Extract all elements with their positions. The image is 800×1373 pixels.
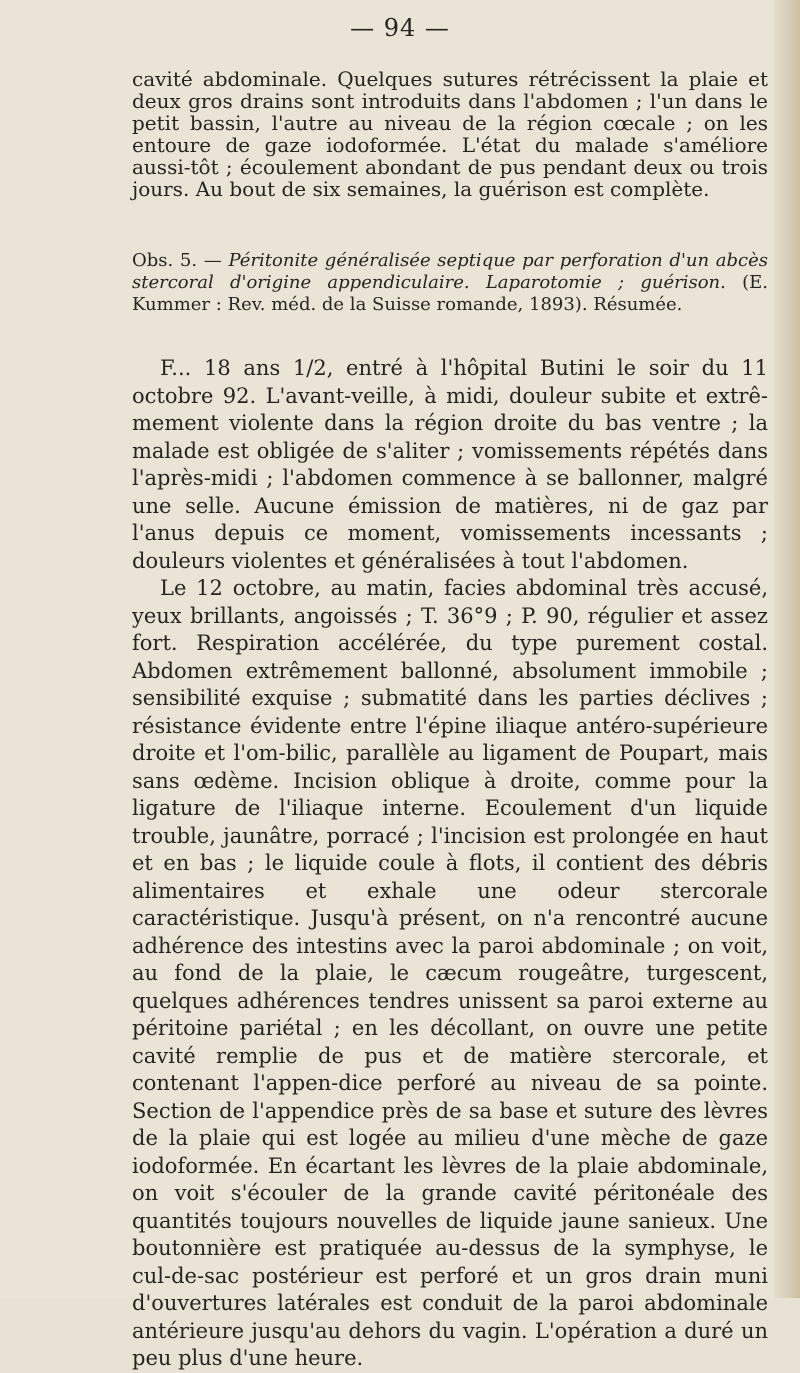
page-edge-shadow <box>774 0 800 1298</box>
case-report-body <box>132 355 768 1373</box>
case-operation-paragraph: Le 12 octobre, au matin, facies abdominal très accusé, yeux brillants, angoissés ; T. 36°9 ; P. 90, régulier et assez fort. Respiration accélérée, du type purement costal. Abdomen extrêmement ballonné, absolument immobile ; sensibilité exquise ; submatité dans les parties déclives ; résistance évidente entre l'épine iliaque antéro-supérieure droite et l'om-bilic, parallèle au ligament de Poupart, mais sans œdème. Incision oblique à droite, comme pour la ligature de l'iliaque interne. Ecoulement d'un liquide trouble, jaunâtre, porracé ; l'incision est prolongée en haut et en bas ; le liquide coule à flots, il contient des débris alimentaires et exhale une odeur stercorale caractéristique. Jusqu'à présent, on n'a rencontré aucune adhérence des intestins avec la paroi abdominale ; on voit, au fond de la plaie, le cæcum rougeâtre, turgescent, quelques adhérences tendres unissent sa paroi externe au péritoine pariétal ; en les décollant, on ouvre une petite cavité remplie de pus et de matière stercorale, et contenant l'appen-dice perforé au niveau de sa pointe. Section de l'appendice près de sa base et suture des lèvres de la plaie qui est logée au milieu d'une mèche de gaze iodoformée. En écartant les lèvres de la plaie abdominale, on voit s'écouler de la grande cavité péritonéale des quantités toujours nouvelles de liquide jaune sanieux. Une boutonnière est pratiquée au-dessus de la symphyse, le cul-de-sac postérieur est perforé et un gros drain muni d'ouvertures latérales est conduit de la paroi abdominale antérieure jusqu'au dehors du vagin. L'opération a duré un peu plus d'une heure. <box>132 576 768 1370</box>
case-history-paragraph: F... 18 ans 1/2, entré à l'hôpital Butini le soir du 11 octobre 92. L'avant-veille, à midi, douleur subite et extrê-mement violente dans la région droite du bas ventre ; la malade est obligée de s'aliter ; vomissements répétés dans l'après-midi ; l'abdomen commence à se ballonner, malgré une selle. Aucune émission de matières, ni de gaz par l'anus depuis ce moment, vomissements incessants ; douleurs violentes et généralisées à tout l'abdomen. <box>132 356 768 573</box>
continuation-paragraph: cavité abdominale. Quelques sutures rétrécissent la plaie et deux gros drains sont introduits dans l'abdomen ; l'un dans le petit bassin, l'autre au niveau de la région cœcale ; on les entoure de gaze iodoformée. L'état du malade s'améliore aussi-tôt ; écoulement abondant de pus pendant deux ou trois jours. Au bout de six semaines, la guérison est complète. <box>132 67 768 201</box>
page-number: — 94 — <box>350 14 450 42</box>
observation-heading <box>132 250 768 316</box>
observation-number: Obs. 5. — <box>132 250 222 271</box>
continuation-paragraph-block <box>132 68 768 200</box>
observation-title: Péritonite généralisée septique par perforation d'un abcès stercoral d'origine appendiculaire. Laparotomie ; guérison. <box>132 250 768 293</box>
observation-reference: (E. Kummer : Rev. méd. de la Suisse romande, 1893). Résumée. <box>132 272 768 315</box>
